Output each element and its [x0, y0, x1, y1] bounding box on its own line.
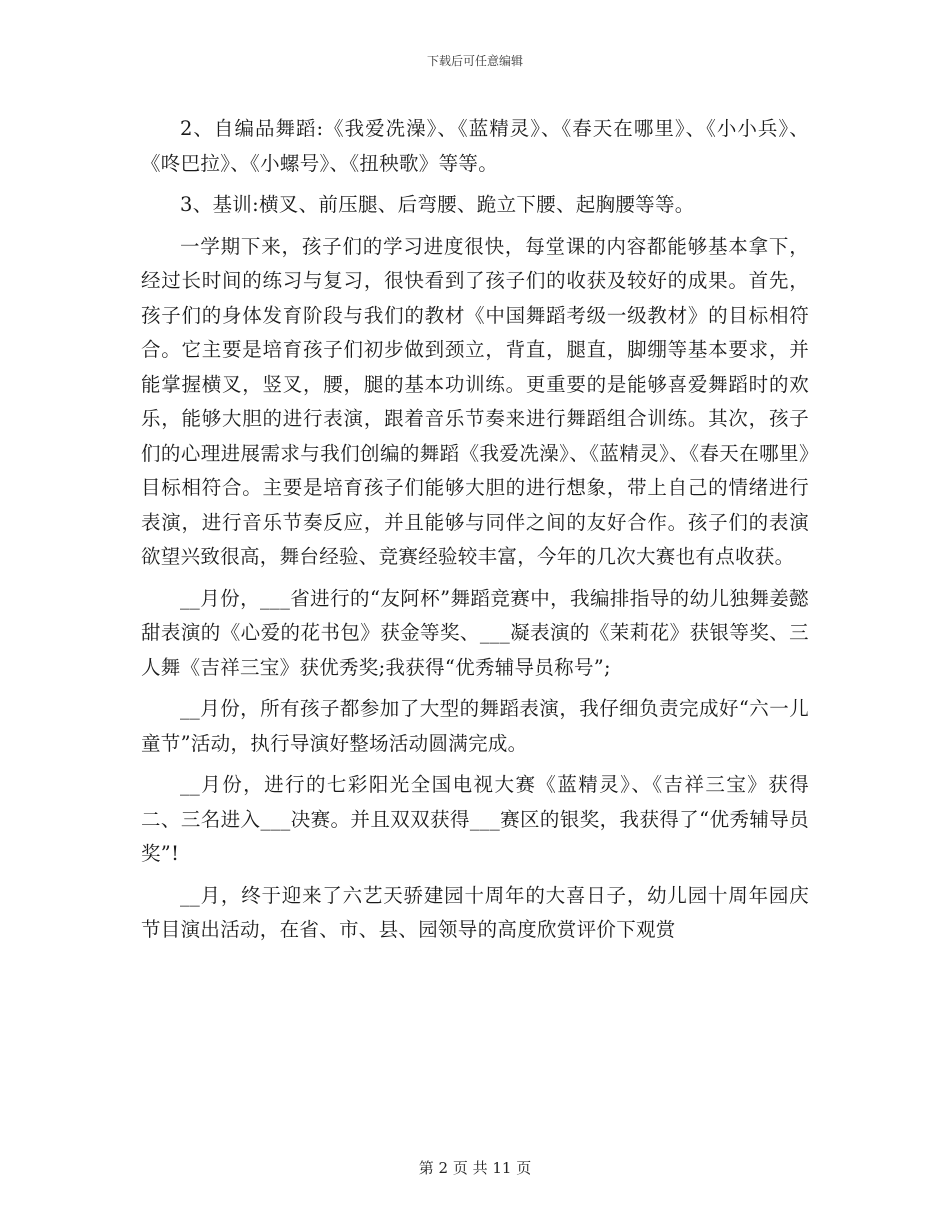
- paragraph-anniversary: __月，终于迎来了六艺天骄建园十周年的大喜日子，幼儿园十周年园庆节目演出活动，在省、市、县、园领导的高度欣赏评价下观赏: [141, 883, 809, 941]
- document-body: [141, 112, 809, 955]
- paragraph-childrens-day: __月份，所有孩子都参加了大型的舞蹈表演，我仔细负责完成好“六一儿童节”活动，执行导演好整场活动圆满完成。: [141, 697, 809, 755]
- page-header-note: 下载后可任意编辑: [426, 54, 523, 68]
- paragraph-basic-training: 3、基训:横叉、前压腿、后弯腰、跪立下腰、起胸腰等等。: [180, 193, 695, 216]
- page-footer-number: 第 2 页 共 11 页: [418, 1159, 532, 1177]
- paragraph-tv-contest: __月份，进行的七彩阳光全国电视大赛《蓝精灵》、《吉祥三宝》获得二、三名进入___决赛。并且双双获得___赛区的银奖，我获得了“优秀辅导员奖”!: [141, 773, 809, 865]
- paragraph-self-made-dances: 2、自编品舞蹈:《我爱冼澡》、《蓝精灵》、《春天在哪里》、《小小兵》、《咚巴拉》、《小螺号》、《扭秧歌》等等。: [141, 117, 809, 175]
- paragraph-youa-cup-competition: __月份，___省进行的“友阿杯”舞蹈竞赛中，我编排指导的幼儿独舞姜懿甜表演的《心爱的花书包》获金等奖、___凝表演的《茉莉花》获银等奖、三人舞《吉祥三宝》获优秀奖;我获得“优秀辅导员称号”;: [141, 586, 809, 679]
- paragraph-semester-summary: 一学期下来，孩子们的学习进度很快，每堂课的内容都能够基本拿下，经过长时间的练习与复习，很快看到了孩子们的收获及较好的成果。首先，孩子们的身体发育阶段与我们的教材《中国舞蹈考级一级教材》的目标相符合。它主要是培育孩子们初步做到颈立，背直，腿直，脚绷等基本要求，并能掌握横叉，竖叉，腰，腿的基本功训练。更重要的是能够喜爱舞蹈时的欢乐，能够大胆的进行表演，跟着音乐节奏来进行舞蹈组合训练。其次，孩子们的心理进展需求与我们创编的舞蹈《我爱冼澡》、《蓝精灵》、《春天在哪里》目标相符合。主要是培育孩子们能够大胆的进行想象，带上自己的情绪进行表演，进行音乐节奏反应，并且能够与同伴之间的友好合作。孩子们的表演欲望兴致很高，舞台经验、竞赛经验较丰富，今年的几次大赛也有点收获。: [141, 234, 809, 568]
